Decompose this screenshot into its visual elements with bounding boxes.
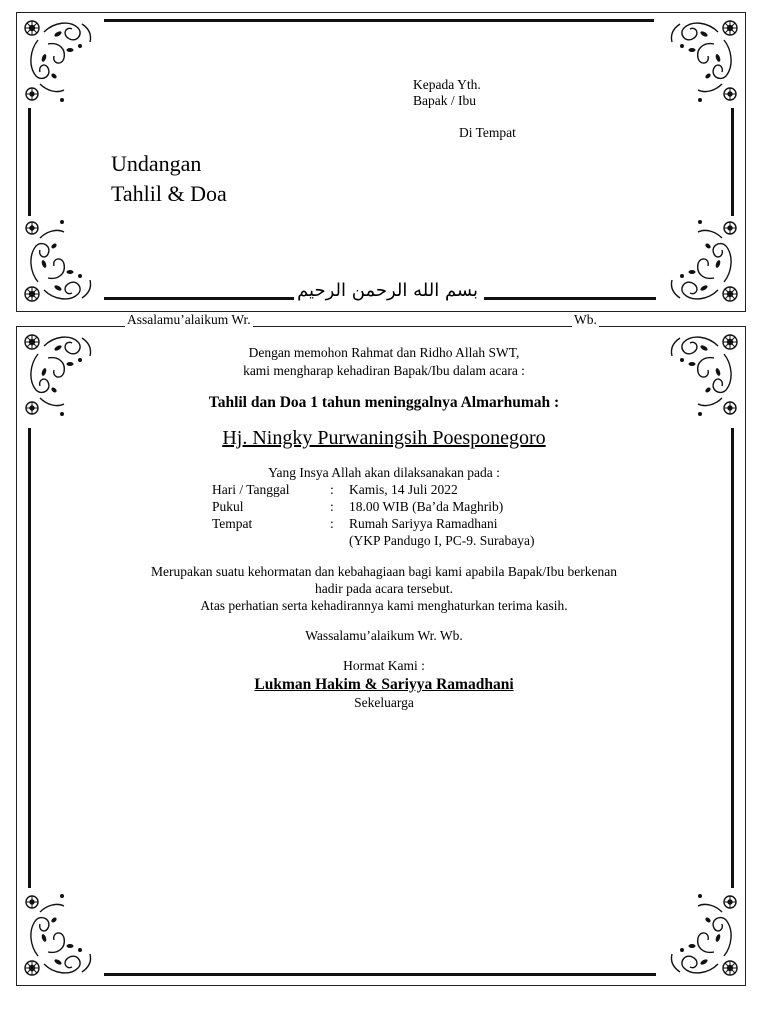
intro-line-1: Dengan memohon Rahmat dan Ridho Allah SWT, [248,345,520,360]
letter-bottom-rule [104,973,656,976]
corner-ornament-mid-left [18,212,98,308]
envelope-right-rule [731,108,734,216]
corner-ornament-top-left [18,14,98,110]
deceased-name: Hj. Ningky Purwaningsih Poesponegoro [222,427,546,449]
greeting-left: Assalamu’alaikum Wr. [127,312,251,327]
family-signoff: Sekeluarga [354,695,414,710]
detail-sep-place: : [330,516,334,531]
detail-value-address: (YKP Pandugo I, PC-9. Surabaya) [349,533,535,548]
detail-sep-time: : [330,499,334,514]
detail-value-time: 18.00 WIB (Ba’da Maghrib) [349,499,504,514]
detail-label-place: Tempat [212,516,253,531]
letter-panel [16,326,746,986]
event-title: Tahlil dan Doa 1 tahun meninggalnya Almarhumah : [208,394,560,411]
bismillah-calligraphy: بسم الله الرحمن الرحيم [297,280,478,301]
closing-line-3: Atas perhatian serta kehadirannya kami menghaturkan terima kasih. [200,598,568,613]
envelope-bottom-rule-right [484,297,656,300]
envelope-bottom-rule-left [104,297,294,300]
greeting-right: Wb. [574,312,597,327]
recipient-line-1: Kepada Yth. [413,77,481,92]
corner-ornament-top-right [664,14,744,110]
detail-sep-date: : [330,482,334,497]
recipient-line-2: Bapak / Ibu [413,93,476,108]
invitation-title-line-1: Undangan [111,151,202,176]
hosts-name: Lukman Hakim & Sariyya Ramadhani [254,676,514,693]
recipient-line-3: Di Tempat [459,125,516,140]
intro-line-2: kami mengharap kehadiran Bapak/Ibu dalam acara : [243,363,525,378]
envelope-top-rule [104,19,654,22]
detail-value-date: Kamis, 14 Juli 2022 [349,482,458,497]
detail-value-place: Rumah Sariyya Ramadhani [349,516,498,531]
detail-label-time: Pukul [212,499,244,514]
corner-ornament-letter-bottom-right [664,886,744,982]
corner-ornament-mid-right [664,212,744,308]
schedule-intro: Yang Insya Allah akan dilaksanakan pada : [268,465,500,480]
closing-line-2: hadir pada acara tersebut. [315,581,453,596]
envelope-left-rule [28,108,31,216]
regards: Hormat Kami : [343,658,425,673]
invitation-title-line-2: Tahlil & Doa [111,181,227,206]
detail-label-date: Hari / Tanggal [212,482,290,497]
closing-line-1: Merupakan suatu kehormatan dan kebahagiaan bagi kami apabila Bapak/Ibu berkenan [151,564,617,579]
corner-ornament-letter-bottom-left [18,886,98,982]
farewell: Wassalamu’alaikum Wr. Wb. [305,628,463,643]
